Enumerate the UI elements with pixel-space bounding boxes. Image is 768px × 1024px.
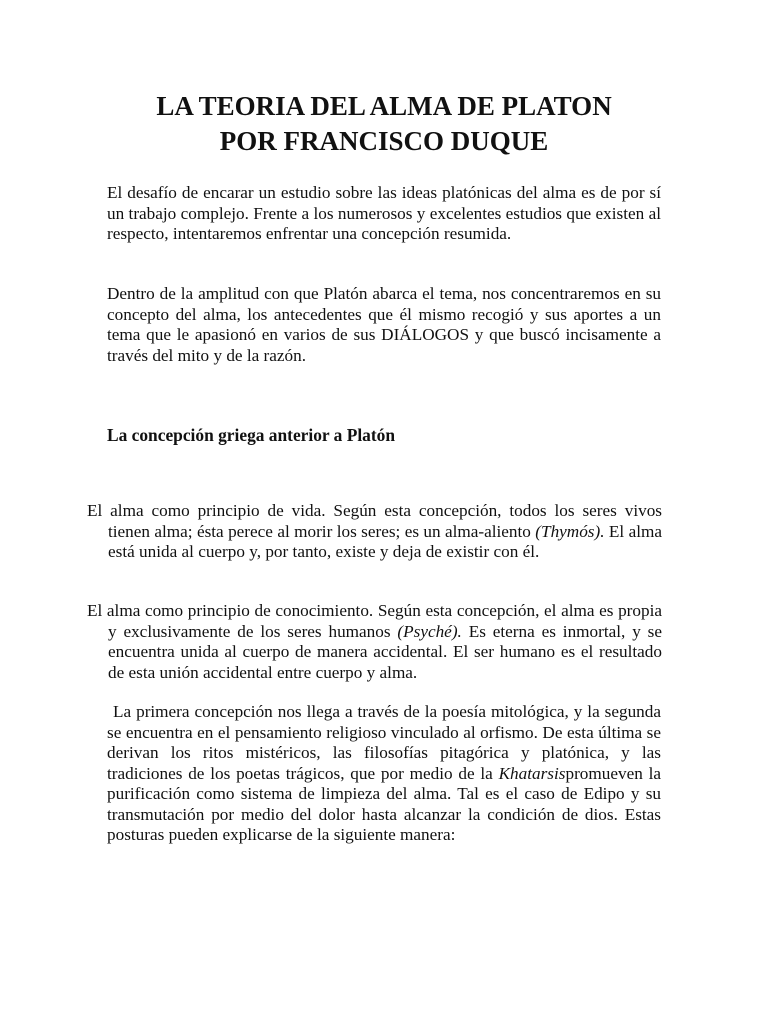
concept-life-paragraph: [87, 501, 662, 563]
concept-knowledge-text-end: Es eterna es inmortal, y se encuentra unida al cuerpo de manera accidental. El ser humano es el resultado de esta unión accidental entre cuerpo y alma.: [108, 621, 662, 682]
origins-text-end: promueven la purificación como sistema de limpieza del alma. Tal es el caso de Edipo y su transmutación por medio del dolor hasta alcanzar la condición de dios. Estas posturas pueden explicarse de la siguiente manera:: [107, 763, 661, 844]
concept-life-term: (Thymós).: [535, 521, 605, 541]
section-heading: La concepción griega anterior a Platón: [107, 425, 396, 445]
concept-knowledge-paragraph: [87, 601, 662, 683]
origins-paragraph: [107, 702, 661, 846]
scope-paragraph: Dentro de la amplitud con que Platón abarca el tema, nos concentraremos en su concepto del alma, los antecedentes que él mismo recogió y sus aportes a un tema que le apasionó en varios de sus DIÁLOGOS y que buscó incisamente a través del mito y de la razón.: [107, 284, 661, 365]
concept-life-text-end: El alma está unida al cuerpo y, por tanto, existe y deja de existir con él.: [108, 521, 663, 561]
concept-life-text-start: El alma como principio de vida. Según esta concepción, todos los seres vivos tienen alma; ésta perece al morir los seres; es un alma-aliento: [87, 501, 662, 541]
title-line-1: LA TEORIA DEL ALMA DE PLATON: [156, 91, 612, 121]
origins-text-start: La primera concepción nos llega a través de la poesía mitológica, y la segunda se encuentra en el pensamiento religioso vinculado al orfismo. De esta última se derivan los ritos mistéricos, las filosofías pitagórica y platónica, y las tradiciones de los poetas trágicos, que por medio de la: [107, 702, 661, 783]
document-title: [0, 89, 768, 159]
intro-paragraph: El desafío de encarar un estudio sobre las ideas platónicas del alma es de por sí un trabajo complejo. Frente a los numerosos y excelentes estudios que existen al respecto, intentaremos enfrentar una concepción resumida.: [107, 183, 661, 243]
concept-knowledge-term: (Psyché).: [397, 621, 462, 641]
title-line-2: POR FRANCISCO DUQUE: [219, 126, 549, 156]
concept-knowledge-text-start: El alma como principio de conocimiento. Según esta concepción, el alma es propia y exclusivamente de los seres humanos: [87, 601, 662, 641]
origins-term: Khatarsis: [498, 763, 566, 783]
